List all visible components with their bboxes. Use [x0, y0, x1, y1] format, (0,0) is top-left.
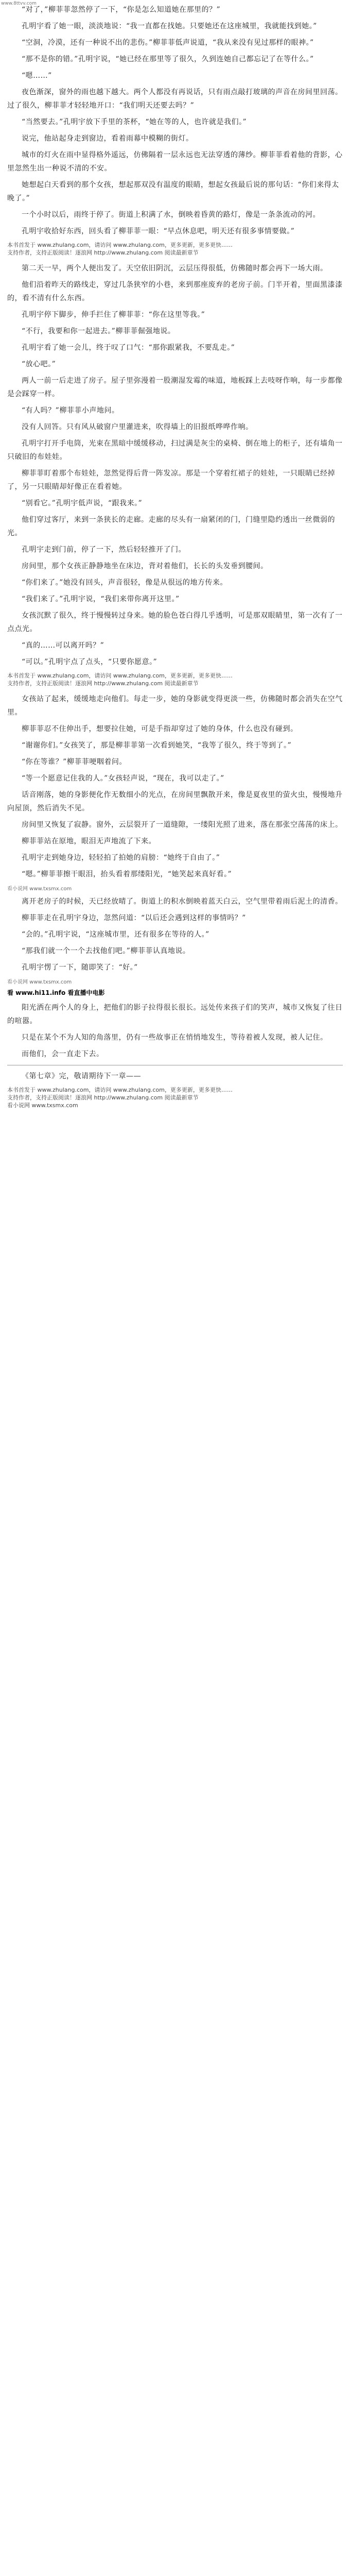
watermark-line[interactable]: 支持作者，支持正版阅读！逐浪网 http://www.zhulang.com 阅读最新章节 — [7, 680, 199, 687]
paragraph: “真的……可以离开吗？” — [22, 641, 104, 650]
paragraph: 孔明宇停下脚步，伸手拦住了柳菲菲：“你在这里等我。” — [22, 311, 205, 319]
paragraph: 女孩沉默了很久，终于慢慢转过身来。她的脸色苍白得几乎透明，可是那双眼睛里，第一次有了一点点光。 — [7, 612, 343, 633]
paragraph: “那不是你的错。”孔明宇说，“她已经在那里等了很久，久到连她自己都忘记了在等什么。” — [22, 55, 314, 63]
paragraph: “别看它。”孔明宇低声说，“跟我来。” — [22, 499, 143, 507]
paragraph-block-a — [7, 3, 343, 238]
paragraph: 柳菲菲走在孔明宇身边，忽然问道：“以后还会遇到这样的事情吗？” — [22, 914, 246, 922]
paragraph: “可以。”孔明宇点了点头，“只要你愿意。” — [22, 658, 157, 666]
paragraph: “我们来了。”孔明宇说，“我们来带你离开这里。” — [22, 595, 180, 603]
paragraph: 房间里，那个女孩正静静地坐在床边，背对着他们，长长的头发垂到腰间。 — [22, 562, 268, 570]
watermark-notice-1 — [7, 241, 343, 257]
paragraph: “放心吧。” — [22, 360, 56, 368]
paragraph: 一个小时以后，雨终于停了。街道上积满了水，倒映着昏黄的路灯，像是一条条流动的河。 — [22, 211, 320, 219]
watermark-line[interactable]: 本书首发于 www.zhulang.com，请访问 www.zhulang.com，更多更新，更多更快…… — [7, 1087, 233, 1093]
paragraph: 两人一前一后走进了房子。屋子里弥漫着一股潮湿发霉的味道，地板踩上去吱呀作响，每一步都像是会踩穿一样。 — [7, 377, 343, 398]
paragraph: 孔明宇收拾好东西，回头看了柳菲菲一眼：“早点休息吧，明天还有很多事情要做。” — [22, 227, 295, 235]
paragraph: “会的。”孔明宇说，“这座城市里，还有很多在等待的人。” — [22, 930, 209, 939]
watermark-line[interactable]: 本书首发于 www.zhulang.com，请访问 www.zhulang.com，更多更新，更多更快…… — [7, 672, 233, 679]
site-line-2[interactable]: 看小说网 www.txsmx.com — [7, 979, 72, 985]
paragraph: 他们穿过客厅，来到一条狭长的走廊。走廊的尽头有一扇紧闭的门，门缝里隐约透出一丝微弱的光。 — [7, 516, 335, 537]
paragraph: “你在等谁？”柳菲菲哽咽着问。 — [22, 758, 127, 766]
paragraph: “嗯……” — [22, 72, 52, 80]
paragraph: 房间里又恢复了寂静。窗外，云层裂开了一道缝隙，一缕阳光照了进来，落在那张空荡荡的床上。 — [22, 821, 343, 829]
paragraph: 只是在某个不为人知的角落里，仍有一些故事正在悄悄地发生，等待着被人发现，被人记住。 — [22, 1033, 328, 1042]
watermark-line[interactable]: 支持作者，支持正版阅读！逐浪网 http://www.zhulang.com 阅读最新章节 — [7, 249, 199, 256]
paragraph-block-e — [7, 1001, 343, 1061]
chapter-closing: 《第七章》完，敬请期待下一章—— — [22, 1072, 141, 1080]
paragraph: 孔明宇走到门前，停了一下，然后轻轻推开了门。 — [22, 546, 186, 554]
paragraph: 孔明宇走到她身边，轻轻拍了拍她的肩膀：“她终于自由了。” — [22, 854, 220, 862]
paragraph: “你们来了。”她没有回头，声音很轻，像是从很远的地方传来。 — [22, 579, 227, 587]
paragraph: 柳菲菲忍不住伸出手，想要拉住她，可是手指却穿过了她的身体，什么也没有碰到。 — [22, 725, 298, 733]
paragraph: 女孩站了起来，缓缓地走向他们。每走一步，她的身影就变得更淡一些，仿佛随时都会消失在空气里。 — [7, 695, 343, 717]
paragraph: 他们沿着昨天的路线走，穿过几条狭窄的小巷，来到那座废弃的老房子前。门半开着，里面黑漆漆的，看不清有什么东西。 — [7, 281, 343, 302]
paragraph: “那我们就一个一个去找他们吧。”柳菲菲认真地说。 — [22, 947, 190, 955]
paragraph: 离开老房子的时候，天已经放晴了。街道上的积水倒映着蓝天白云，空气里带着雨后泥土的清香。 — [22, 897, 343, 906]
paragraph: “当然要去。”孔明宇放下手里的茶杯，“她在等的人，也许就是我们。” — [22, 118, 247, 126]
paragraph-block-c — [7, 692, 343, 881]
watermark-notice-2 — [7, 672, 343, 687]
watermark-line[interactable]: 看小说网 www.txsmx.com — [7, 1102, 78, 1109]
paragraph: 而他们，会一直走下去。 — [22, 1050, 104, 1058]
paragraph: “对了，”柳菲菲忽然停了一下，“你是怎么知道她在那里的？” — [22, 6, 221, 14]
site-line-1[interactable]: 看小说网 www.txsmx.com — [7, 886, 72, 892]
paragraph: “等一个愿意记住我的人。”女孩轻声说，“现在，我可以走了。” — [22, 774, 224, 783]
paragraph: 夜色渐深，窗外的雨也越下越大。两个人都没有再说话，只有雨点敲打玻璃的声音在房间里回荡。过了很久，柳菲菲才轻轻地开口：“我们明天还要去吗？” — [7, 88, 343, 110]
paragraph-block-d — [7, 895, 343, 974]
movie-promo-line[interactable]: 看 www.hi11.info 看直播中电影 — [7, 989, 105, 996]
watermark-notice-3 — [7, 1086, 343, 1109]
watermark-line[interactable]: 本书首发于 www.zhulang.com，请访问 www.zhulang.com，更多更新，更多更快…… — [7, 242, 233, 248]
paragraph: 孔明宇愣了一下，随即笑了：“好。” — [22, 963, 138, 972]
paragraph: 孔明宇看了她一会儿，终于叹了口气：“那你跟紧我，不要乱走。” — [22, 344, 235, 352]
watermark-line[interactable]: 支持作者，支持正版阅读！逐浪网 http://www.zhulang.com 阅读最新章节 — [7, 1094, 199, 1101]
paragraph: 第二天一早，两个人便出发了。天空依旧阴沉，云层压得很低，仿佛随时都会再下一场大雨。 — [22, 264, 328, 273]
paragraph: 柳菲菲盯着那个布娃娃，忽然觉得后背一阵发凉。那是一个穿着红裙子的娃娃，一只眼睛已经掉了，另一只眼睛却好像正在看着她。 — [7, 469, 335, 491]
paragraph: 孔明宇打开手电筒，光束在黑暗中缓缓移动，扫过满是灰尘的桌椅、倒在地上的柜子，还有墙角一只破旧的布娃娃。 — [7, 439, 343, 461]
paragraph: 说完，他站起身走到窗边，看着雨幕中模糊的街灯。 — [22, 134, 194, 143]
paragraph: “有人吗？”柳菲菲小声地问。 — [22, 406, 119, 415]
paragraph: “嗯。”柳菲菲擦干眼泪，抬头看着那缕阳光，“她笑起来真好看。” — [22, 870, 232, 878]
paragraph: 她想起白天看到的那个女孩，想起那双没有温度的眼睛，想起女孩最后说的那句话：“你们来得太晚了。” — [7, 181, 339, 202]
paragraph: 孔明宇看了她一眼，淡淡地说：“我一直都在找她。只要她还在这座城里，我就能找到她。” — [22, 22, 317, 30]
paragraph: 没有人回答。只有风从破窗户里灌进来，吹得墙上的旧报纸哗哗作响。 — [22, 423, 253, 431]
paragraph: 柳菲菲站在原地，眼泪无声地流了下来。 — [22, 837, 156, 845]
paragraph: “不行，我要和你一起进去。”柳菲菲倔强地说。 — [22, 327, 176, 335]
paragraph: “谢谢你们。”女孩笑了，那是柳菲菲第一次看到她笑，“我等了很久，终于等到了。” — [22, 741, 292, 750]
paragraph: 阳光洒在两个人的身上，把他们的影子拉得很长很长。远处传来孩子们的笑声，城市又恢复了往日的喧嚣。 — [7, 1004, 343, 1025]
paragraph-block-b — [7, 262, 343, 669]
paragraph: 城市的灯火在雨中显得格外遥远，仿佛隔着一层永远也无法穿透的薄纱。柳菲菲看着他的背影，心里忽然生出一种说不清的不安。 — [7, 151, 343, 173]
paragraph: “空洞，冷漠，还有一种说不出的悲伤。”柳菲菲低声说道，“我从来没有见过那样的眼神。” — [22, 39, 314, 47]
corner-site-tag: www.8ttvv.com — [1, 1, 37, 6]
paragraph: 话音刚落，她的身影便化作无数细小的光点，在房间里飘散开来，像是夏夜里的萤火虫，慢慢地升向屋顶，然后消失不见。 — [7, 791, 343, 812]
